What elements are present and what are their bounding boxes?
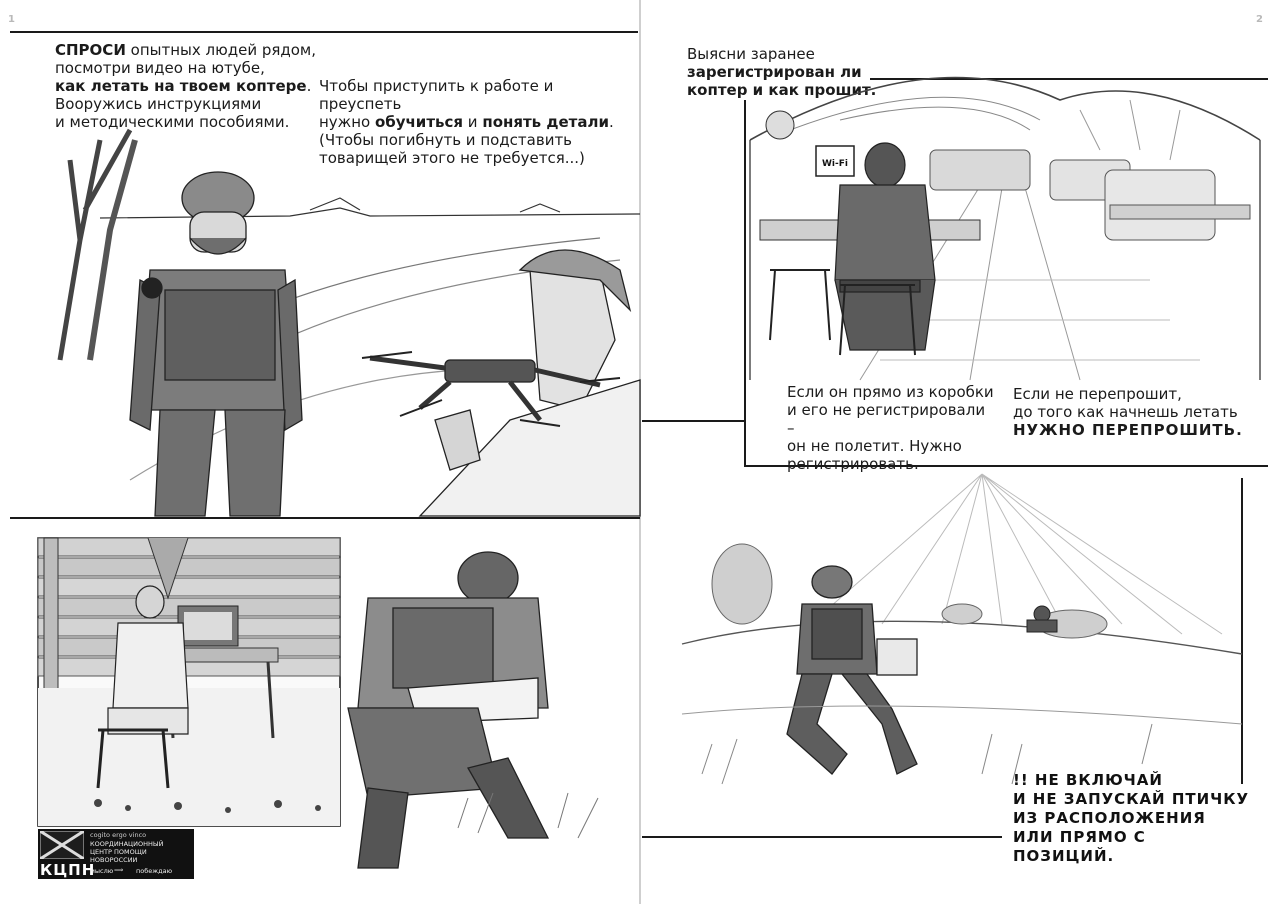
caption-text: . — [609, 113, 614, 131]
caption-text: (Чтобы погибнуть и подставить — [319, 131, 573, 149]
caption-bold-text: обучиться — [374, 113, 464, 131]
caption-bold-text: зарегистрирован ли — [687, 63, 862, 81]
caption-line — [55, 77, 325, 95]
caption-text: и методическими пособиями. — [55, 113, 290, 131]
caption-line — [687, 45, 887, 63]
caption-text: товарищей этого не требуется...) — [319, 149, 585, 167]
caption-line — [55, 95, 325, 113]
caption-bold-text: СПРОСИ — [55, 41, 126, 59]
caption-text: Если не перепрошит, — [1013, 385, 1182, 403]
warning-caption — [1013, 771, 1253, 866]
kcpn-emblem-icon — [40, 831, 84, 859]
page-number-left: 1 — [8, 14, 15, 25]
wifi-sign — [816, 146, 854, 176]
caption-line — [687, 63, 887, 81]
caption-line — [55, 41, 325, 59]
soldier-with-drone-figure — [362, 250, 640, 516]
panel2-caption-left — [787, 383, 997, 473]
warning-line: !! НЕ ВКЛЮЧАЙ — [1013, 771, 1163, 789]
caption-text: нужно — [319, 113, 375, 131]
panel1-top-border — [10, 31, 638, 33]
caption-text: и его не регистрировали – — [787, 401, 986, 437]
caption-line — [1013, 403, 1243, 421]
caption-bold-text: НУЖНО ПЕРЕПРОШИТЬ. — [1013, 421, 1243, 439]
caption-text: Выясни заранее — [687, 45, 815, 63]
logo-motto-top: cogito ergo vinco — [90, 831, 147, 839]
caption-line — [1013, 385, 1243, 403]
panel4-bottom-border — [642, 836, 1002, 838]
caption-text: он не полетит. Нужно — [787, 437, 962, 455]
caption-text: посмотри видео на ютубе, — [55, 59, 265, 77]
caption-line — [1013, 421, 1243, 439]
arrow-right-icon: ⟹ — [114, 866, 124, 874]
warning-line: И НЕ ЗАПУСКАЙ ПТИЧКУ — [1013, 790, 1250, 808]
panel3-illustration — [38, 538, 638, 868]
wifi-sign-text: Wi-Fi — [822, 159, 848, 169]
logo-motto-right: побеждаю — [136, 867, 173, 875]
seated-soldier-figure — [348, 552, 548, 868]
drone-case — [877, 639, 917, 675]
panel1-illustration — [40, 120, 640, 516]
panel2-illustration — [750, 80, 1260, 380]
caption-line — [787, 455, 997, 473]
caption-text: опытных людей рядом, — [125, 41, 317, 59]
caption-text: регистрировать. — [787, 455, 919, 473]
logo-org-line-3: НОВОРОССИИ — [90, 856, 138, 864]
caption-text: . — [306, 77, 312, 95]
logo-motto-left: мыслю — [90, 867, 114, 875]
panel1-caption-left — [55, 41, 325, 131]
panel1-bottom-border — [10, 517, 640, 519]
logo-org-line-1: КООРДИНАЦИОННЫЙ — [90, 840, 164, 848]
panel2-caption-right — [1013, 385, 1243, 439]
caption-line — [787, 401, 997, 437]
warning-line: ИЛИ ПРЯМО С ПОЗИЦИЙ. — [1013, 828, 1146, 865]
caption-bold-text: как летать на твоем коптере — [55, 77, 307, 95]
panel2-left-border — [744, 100, 746, 466]
caption-text: Вооружись инструкциями — [55, 95, 262, 113]
logo-org-line-2: ЦЕНТР ПОМОЩИ — [90, 848, 147, 856]
caption-line — [319, 77, 634, 113]
panel2-connector — [642, 420, 744, 422]
warning-line: ИЗ РАСПОЛОЖЕНИЯ — [1013, 809, 1206, 827]
caption-text: до того как начнешь летать — [1013, 403, 1238, 421]
caption-bold-text: понять детали — [482, 113, 609, 131]
kcpn-logo — [38, 829, 194, 879]
caption-text: и — [463, 113, 483, 131]
caption-text: Чтобы приступить к работе и преуспеть — [319, 77, 554, 113]
page-number-right: 2 — [1256, 14, 1263, 25]
running-soldier-figure — [787, 566, 917, 774]
logo-abbreviation: КЦПН — [40, 861, 96, 879]
caption-line — [55, 59, 325, 77]
caption-text: Если он прямо из коробки — [787, 383, 994, 401]
caption-line — [787, 437, 997, 455]
caption-line — [787, 383, 997, 401]
caption-bold-text: коптер и как прошит. — [687, 81, 877, 99]
